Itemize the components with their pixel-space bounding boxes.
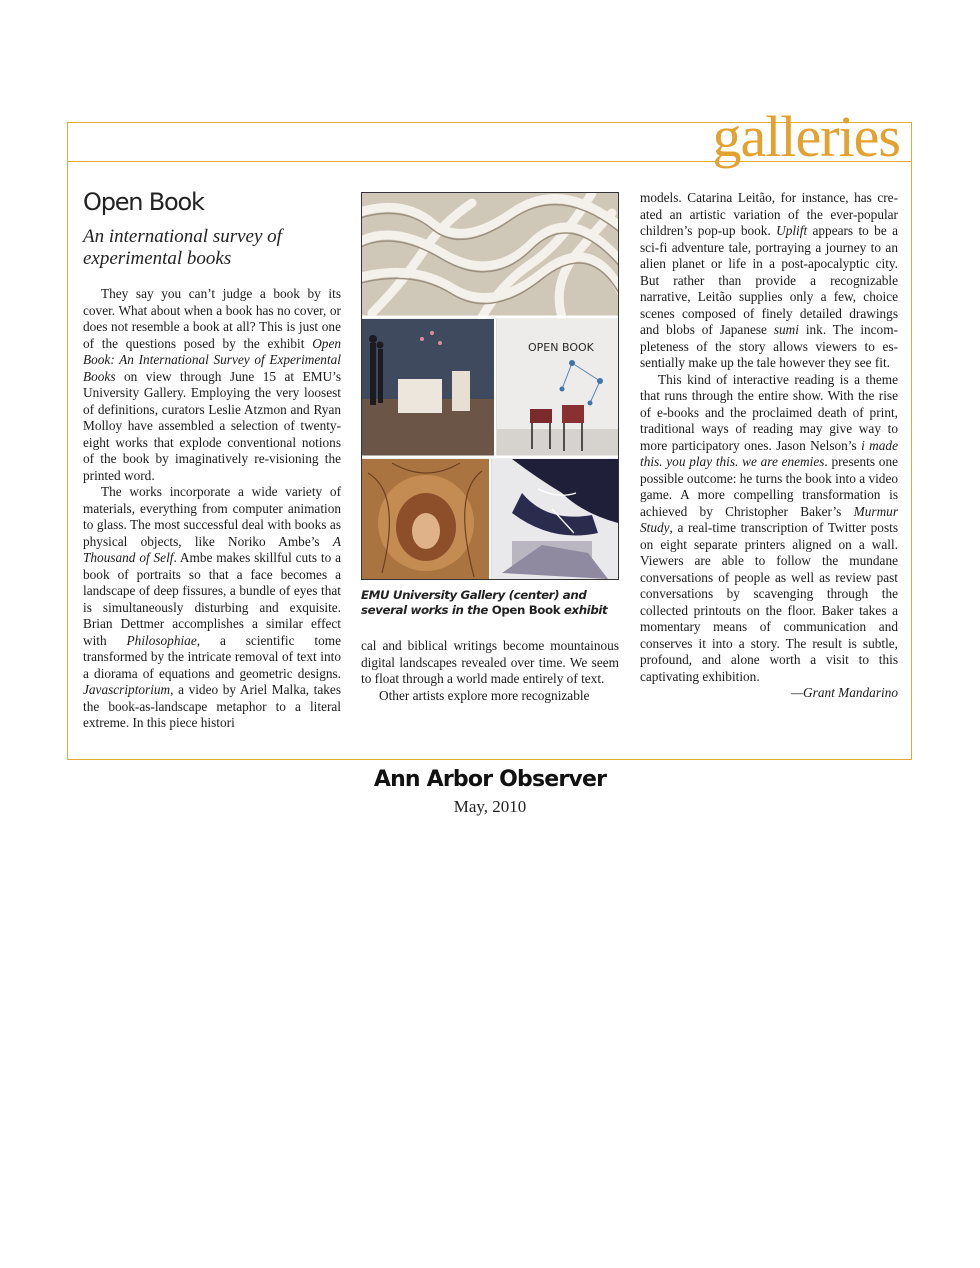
text-run: , a real-time transcription of Twitter posts on eight separate printers aligned on a wall. Viewers are able to follow the mundane conversations of people as well as review past conversations by scavenging through the collected printouts on the floor. Baker takes a momentary means of communication and conserves it into a story. The result is subtle, profound, and alone worth a visit to this captivating exhibition.: [640, 520, 898, 684]
text-run: cal and biblical writings become mountainous digital landscapes revealed over time. We seem to float through a world made entirely of text.: [361, 638, 619, 686]
italic-title: Murmur Study: [640, 503, 898, 535]
paragraph: [640, 372, 898, 686]
paragraph: [83, 286, 341, 484]
text-run: This kind of interactive reading is a theme that runs through the entire show. With the rise of e-books and the proclaimed death of print, traditional ways of reading may give way to more participatory ones. Jason Nelson’s: [640, 371, 898, 453]
italic-title: i made this. you play this. we are enemies: [640, 437, 898, 469]
exhibit-photo-collage: [361, 192, 619, 580]
italic-title: Javascriptorium: [83, 682, 171, 697]
text-run: on view through June 15 at EMU’s University Gallery. Employing the very loosest of definitions, curators Leslie Atzmon and Ryan Molloy have assembled a selection of twenty-eight works that explode conventional notions of the book by imaginatively re-visioning the printed word.: [83, 368, 341, 483]
wall-text: OPEN BOOK: [528, 341, 594, 354]
section-title: galleries: [712, 104, 900, 169]
article-deck: An international survey of experimental books: [83, 226, 282, 269]
paragraph: [83, 484, 341, 732]
italic-title: Uplift: [776, 223, 808, 238]
text-run: models. Catarina Leitão, for instance, has created an artistic variation of the ever-popular children’s pop-up book.: [640, 190, 898, 238]
italic-title: A Thousand of Self: [83, 533, 341, 565]
article-column-3: [640, 190, 898, 702]
text-run: a scientific tome transformed by the intricate removal of text into a diorama of equations and geometric designs.: [83, 632, 341, 681]
italic-title: Philosophiae,: [126, 632, 201, 648]
text-run: , a video by Ariel Malka, takes the book-as-landscape metaphor to a literal extreme. In this piece histori: [83, 682, 341, 730]
text-run: They say you can’t judge a book by its cover. What about when a book has no cover, or does not resemble a book at all? This is just one of the questions posed by the exhibit: [83, 286, 341, 351]
paragraph: [361, 638, 619, 688]
paragraph: [640, 190, 898, 372]
article-headline: Open Book: [83, 188, 204, 216]
text-run: The works incorporate a wide variety of materials, everything from computer animation to glass. The most successful deal with books as physical objects, like Noriko Ambe’s: [83, 484, 341, 549]
article-column-1: [83, 286, 341, 732]
photo-caption: [361, 588, 623, 618]
caption-exhibit-title: Open Book: [491, 603, 561, 617]
text-run: appears to be a sci-fi adventure tale, portraying a journey to an alien planet or life in a post-apocalyptic city. But rather than provide a recognizable narrative, Leitão supplies only a few, choice scenes composed of finely detailed drawings and blobs of Japanese: [640, 223, 898, 337]
publication-name: Ann Arbor Observer: [373, 767, 607, 792]
italic-title: sumi: [773, 322, 799, 337]
paragraph: [361, 688, 619, 705]
caption-text-end: exhibit: [560, 603, 608, 617]
photo-collage-image: [362, 193, 618, 579]
text-run: . presents one possible outcome: he turns the book into a video game. A more compelling transformation is achieved by Christopher Baker’s: [640, 454, 898, 519]
article-column-2: [361, 638, 619, 704]
italic-title: Open Book: An International Survey of Experimental Books: [83, 335, 341, 384]
publication-date: May, 2010: [453, 797, 527, 816]
byline: —Grant Mandarino: [791, 685, 898, 700]
text-run: Other artists explore more recognizable: [379, 687, 590, 703]
caption-text: EMU University Gallery (center) and several works in the: [361, 588, 587, 617]
text-run: . Ambe makes skillful cuts to a book of portraits so that a face becomes a landscape of deep fissures, a bundle of eyes that is simultaneously disturbing and exquisite. Brian Dettmer accomplishes a similar effect with: [83, 550, 342, 648]
text-run: ink. The incompleteness of the story allows viewers to essentially make up the tale however they see fit.: [640, 322, 898, 370]
